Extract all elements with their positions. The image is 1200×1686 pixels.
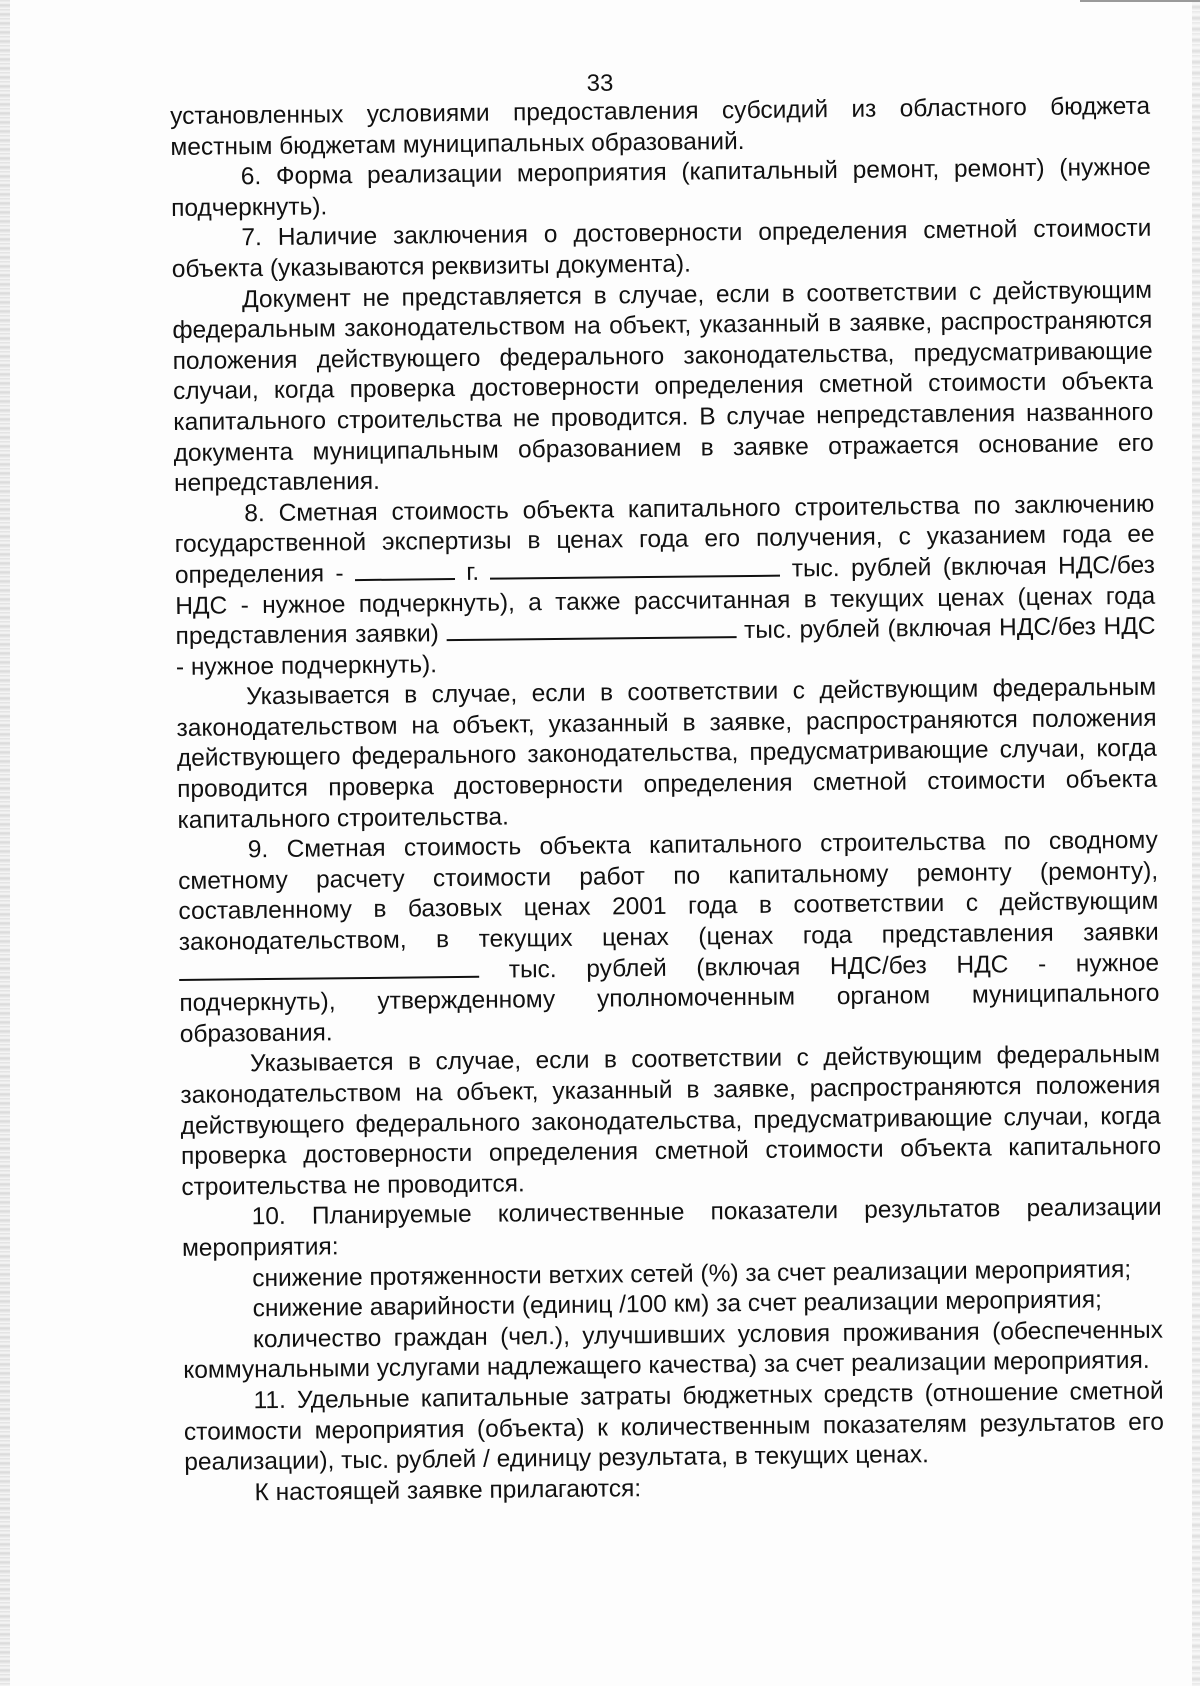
paragraph-item-10: 10. Планируемые количественные показатели результатов реализации мероприятия: xyxy=(181,1194,1162,1262)
attachments-heading: К настоящей заявке прилагаются: xyxy=(254,1474,642,1506)
paragraph-item-8-note: Указывается в случае, если в соответствии с действующим федеральным законодательством на объект, указанный в заявке, распространяются положения действующего федерального законодательства, предусматривающие случаи, когда проводится проверка достоверности определения сметной стоимости объекта капитального строительства. xyxy=(176,673,1158,834)
paragraph-item-8 xyxy=(174,489,1156,683)
year-suffix: г. xyxy=(466,558,480,586)
indicator-networks: снижение протяженности ветхих сетей (%) за счет реализации мероприятия; xyxy=(252,1255,1132,1292)
item-9-text-start: 9. Сметная стоимость объекта капитального строительства по сводному сметному расчету стоимости работ по капитальному ремонту (ремонту), составленному в базовых ценах 2001 года в соответствии с действующим законодательством, в текущих ценах (ценах года представления заявки xyxy=(178,826,1159,956)
paragraph-item-9 xyxy=(178,826,1160,1050)
document-body xyxy=(170,92,1165,1509)
item-9-text-end: тыс. рублей (включая НДС/без НДС - нужное подчеркнуть), утвержденному уполномоченным органом муниципального образования. xyxy=(179,949,1160,1048)
item-8-text-start: 8. Сметная стоимость объекта капитального строительства по заключению государственной экспертизы в ценах года его получения, с указанием года ее определения - xyxy=(174,490,1155,589)
paragraph-item-6: 6. Форма реализации мероприятия (капитальный ремонт, ремонт) (нужное подчеркнуть). xyxy=(170,153,1151,222)
page-number: 33 xyxy=(586,70,614,97)
scan-left-edge xyxy=(0,0,10,1686)
paragraph-item-9-note: Указывается в случае, если в соответствии с действующим федеральным законодательством на объект, указанный в заявке, распространяются положения действующего федерального законодательства, предусматривающие случаи, когда проверка достоверности определения сметной стоимости объекта капитального строительства не проводится. xyxy=(180,1041,1162,1201)
paragraph-item-7: 7. Наличие заключения о достоверности определения сметной стоимости объекта (указываются реквизиты документа). xyxy=(171,215,1152,283)
item-8-text-middle: тыс. рублей (включая НДС/без НДС - нужное подчеркнуть), а также рассчитанная в текущих ценах (ценах года представления заявки) xyxy=(175,551,1156,651)
cost-blank-line xyxy=(490,555,780,580)
current-cost-blank-line xyxy=(446,616,736,641)
item-8-text-end: тыс. рублей (включая НДС/без НДС - нужное подчеркнуть). xyxy=(175,612,1156,681)
scan-right-edge xyxy=(1192,0,1200,1686)
indicator-accidents: снижение аварийности (единиц /100 км) за счет реализации мероприятия; xyxy=(252,1286,1103,1323)
item-9-blank-line xyxy=(179,955,479,980)
paragraph-item-11: 11. Удельные капитальные затраты бюджетных средств (отношение сметной стоимости мероприятия (объекта) к количественным показателям результатов его реализации), тыс. рублей / единицу результата, в текущих ценах. xyxy=(183,1377,1165,1477)
paragraph-document-note: Документ не представляется в случае, если в соответствии с действующим федеральным законодательством на объект, указанный в заявке, распространяются положения действующего федерального законодательства, предусматривающие случаи, когда проверка достоверности определения сметной стоимости объекта капитального строительства не проводится. В случае непредставления названного документа муниципальным образованием в заявке отражается основание его непредставления. xyxy=(172,276,1154,498)
scan-top-rule xyxy=(1080,0,1200,2)
year-blank-line xyxy=(355,558,455,581)
indicator-citizens: количество граждан (чел.), улучшивших условия проживания (обеспеченных коммунальными услугами надлежащего качества) за счет реализации мероприятия. xyxy=(183,1316,1164,1385)
paragraph-continuation: установленных условиями предоставления субсидий из областного бюджета местным бюджетам муниципальных образований. xyxy=(170,92,1151,161)
